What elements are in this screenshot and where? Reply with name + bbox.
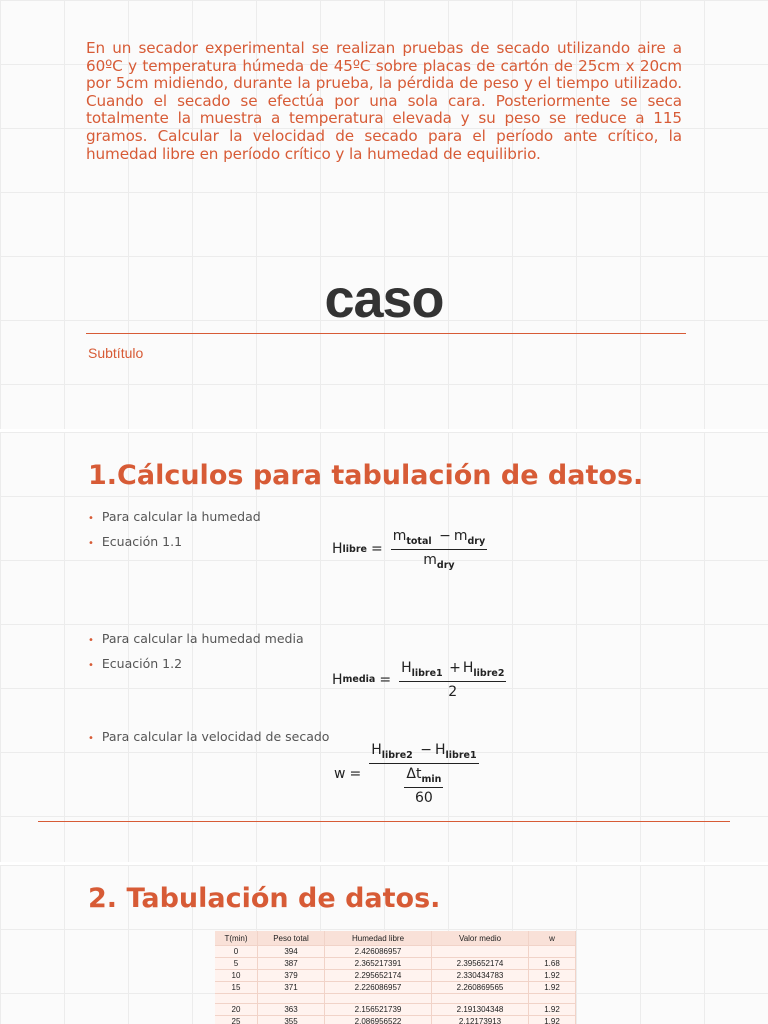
column-header: Valor medio bbox=[432, 931, 529, 946]
bullet-icon: • bbox=[88, 635, 94, 646]
table-row: 0 394 2.426086957 bbox=[215, 946, 576, 958]
table-row: 20 363 2.156521739 2.191304348 1.92 bbox=[215, 1004, 576, 1016]
table-row bbox=[215, 994, 576, 1004]
column-header: Peso total bbox=[258, 931, 325, 946]
equation-1-1: H libre = $\frac{m_{total} - m_{dry}}{m_{dry}}$ bbox=[332, 528, 486, 571]
slide-title bbox=[0, 0, 768, 432]
slide-divider bbox=[38, 821, 730, 822]
table-row: 5 387 2.365217391 2.395652174 1.68 bbox=[215, 958, 576, 970]
slide-tabulation bbox=[0, 865, 768, 1024]
column-header: T(min) bbox=[215, 931, 258, 946]
bullet-icon: • bbox=[88, 513, 94, 524]
calculations-heading: 1.Cálculos para tabulación de datos. bbox=[88, 460, 644, 491]
tabulation-heading: 2. Tabulación de datos. bbox=[88, 883, 441, 914]
column-header: w bbox=[529, 931, 576, 946]
equation-velocity: w = $\frac{H_{libre2} - H_{libre1}}{\frac{\Delta t_{min}}{60}}$ bbox=[334, 742, 477, 806]
problem-text: En un secador experimental se realizan pruebas de secado utilizando aire a 60ºC y temperatura húmeda de 45ºC sobre placas de cartón de 25cm x 20cm por 5cm midiendo, durante la prueba, la pérdida de peso y el tiempo utilizado. Cuando el secado se efectúa por una sola cara. Posteriormente se seca totalmente la muestra a temperatura elevada y su peso se reduce a 115 gramos. Calcular la velocidad de secado para el período ante crítico, la humedad libre en período crítico y la humedad de equilibrio. bbox=[86, 39, 682, 163]
slide-title-text: caso bbox=[324, 269, 444, 329]
slide-subtitle: Subtítulo bbox=[88, 345, 144, 361]
bullet-icon: • bbox=[88, 538, 94, 549]
equation-1-2: H media = $\frac{H_{libre1} + H_{libre2}}{2}$ bbox=[332, 660, 505, 700]
bullet-item: • Para calcular la velocidad de secado bbox=[88, 729, 330, 744]
table-header-row bbox=[215, 931, 576, 946]
bullet-icon: • bbox=[88, 660, 94, 671]
bullet-icon: • bbox=[88, 733, 94, 744]
bullet-item: • Ecuación 1.2 bbox=[88, 656, 183, 671]
column-header: Humedad libre bbox=[325, 931, 432, 946]
table-row: 10 379 2.295652174 2.330434783 1.92 bbox=[215, 970, 576, 982]
bullet-item: • Ecuación 1.1 bbox=[88, 534, 183, 549]
table-row: 25 355 2.086956522 2.12173913 1.92 bbox=[215, 1016, 576, 1024]
title-divider bbox=[86, 333, 686, 334]
bullet-item: • Para calcular la humedad media bbox=[88, 631, 304, 646]
slide-calculations bbox=[0, 432, 768, 865]
data-table bbox=[215, 931, 576, 1024]
bullet-item: • Para calcular la humedad bbox=[88, 509, 261, 524]
table-row: 15 371 2.226086957 2.260869565 1.92 bbox=[215, 982, 576, 994]
problem-statement bbox=[86, 40, 682, 163]
